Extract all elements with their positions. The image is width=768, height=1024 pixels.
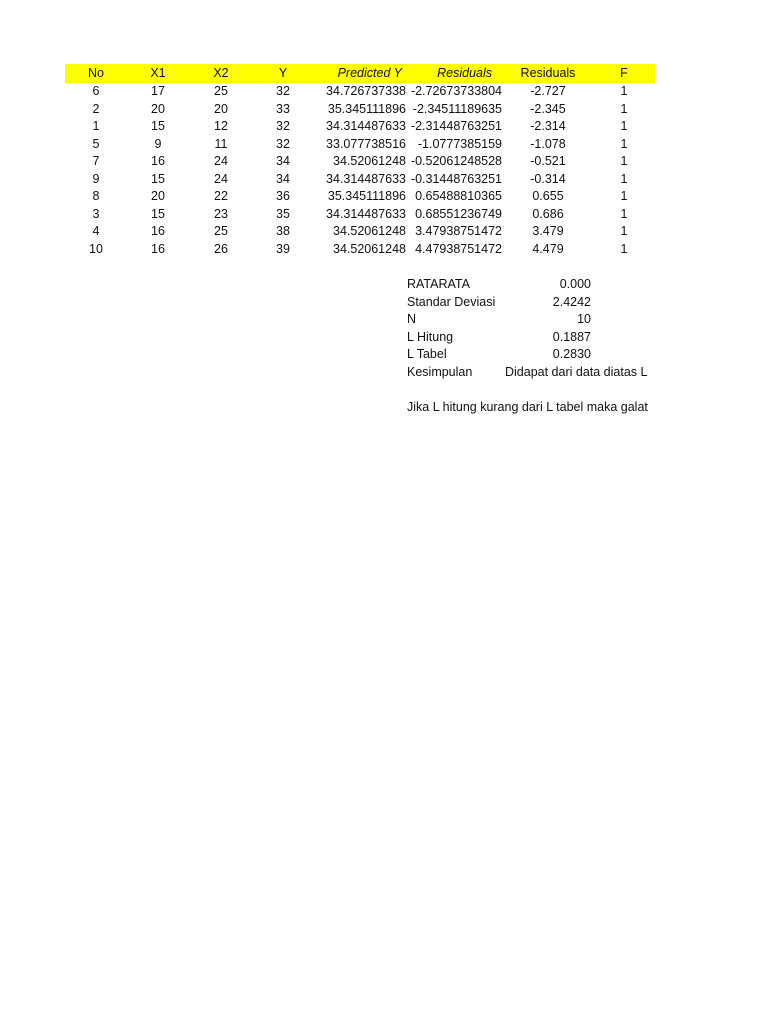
- cell-no[interactable]: 8: [92, 189, 100, 203]
- header-f[interactable]: F: [620, 66, 628, 80]
- cell-residual-rounded[interactable]: 0.655: [532, 189, 564, 203]
- cell-x2[interactable]: 25: [214, 84, 228, 98]
- stat-row-n: [407, 311, 667, 329]
- stat-value[interactable]: 2.4242: [552, 294, 591, 309]
- cell-f[interactable]: 1: [620, 206, 628, 221]
- table-row: [0, 83, 768, 101]
- cell-x2[interactable]: 24: [214, 154, 228, 168]
- cell-predicted-y[interactable]: 34.314487633: [326, 119, 406, 133]
- cell-x2[interactable]: 12: [214, 119, 228, 133]
- table-header-row: [65, 64, 655, 83]
- cell-no[interactable]: 5: [92, 136, 100, 151]
- cell-predicted-y[interactable]: 34.314487633: [326, 206, 406, 221]
- cell-f[interactable]: 1: [620, 171, 628, 186]
- table-row: [0, 223, 768, 241]
- cell-residual[interactable]: -0.31448763251: [410, 171, 502, 186]
- cell-f[interactable]: 1: [620, 241, 628, 256]
- stat-label[interactable]: Standar Deviasi: [407, 294, 496, 309]
- stat-row-l-hitung: [407, 329, 667, 347]
- cell-x2[interactable]: 11: [214, 136, 228, 151]
- cell-x2[interactable]: 20: [214, 101, 228, 116]
- cell-residual[interactable]: 0.68551236749: [415, 206, 502, 221]
- table-row: [0, 153, 768, 171]
- cell-x2[interactable]: 22: [214, 189, 228, 203]
- cell-x2[interactable]: 24: [214, 171, 228, 186]
- table-row: [0, 136, 768, 154]
- cell-x1[interactable]: 17: [151, 84, 165, 98]
- cell-no[interactable]: 2: [92, 101, 100, 116]
- cell-f[interactable]: 1: [620, 84, 628, 98]
- header-residuals-italic[interactable]: Residuals: [437, 66, 492, 80]
- header-no[interactable]: No: [88, 66, 104, 80]
- cell-residual-rounded[interactable]: -2.314: [530, 119, 566, 133]
- cell-y[interactable]: 32: [276, 136, 290, 151]
- cell-f[interactable]: 1: [620, 101, 628, 116]
- header-x1[interactable]: X1: [150, 66, 166, 80]
- cell-x1[interactable]: 15: [151, 171, 165, 186]
- stat-value[interactable]: 0.2830: [552, 347, 591, 362]
- stat-row-mean: [407, 276, 667, 294]
- cell-x1[interactable]: 20: [151, 101, 165, 116]
- cell-no[interactable]: 3: [92, 206, 100, 221]
- cell-no[interactable]: 4: [92, 224, 100, 238]
- stat-label[interactable]: L Tabel: [407, 347, 447, 362]
- stat-label[interactable]: RATARATA: [407, 277, 470, 291]
- stat-value[interactable]: 0.1887: [552, 329, 591, 344]
- cell-residual-rounded[interactable]: -2.345: [530, 101, 566, 116]
- stat-value[interactable]: 10: [577, 312, 591, 327]
- cell-no[interactable]: 9: [92, 171, 100, 186]
- cell-residual[interactable]: -1.0777385159: [417, 136, 502, 151]
- cell-x1[interactable]: 9: [154, 136, 162, 151]
- cell-residual[interactable]: 4.47938751472: [415, 241, 502, 256]
- cell-residual[interactable]: -0.52061248528: [410, 154, 502, 168]
- cell-f[interactable]: 1: [620, 136, 628, 151]
- cell-residual-rounded[interactable]: -0.521: [530, 154, 566, 168]
- stat-row-std-dev: [407, 294, 667, 312]
- table-row: [0, 101, 768, 119]
- cell-residual[interactable]: -2.31448763251: [410, 119, 502, 133]
- cell-f[interactable]: 1: [620, 224, 628, 238]
- cell-y[interactable]: 34: [276, 171, 290, 186]
- cell-residual-rounded[interactable]: -0.314: [530, 171, 566, 186]
- cell-predicted-y[interactable]: 35.345111896: [327, 189, 406, 203]
- stat-label[interactable]: Kesimpulan: [407, 364, 473, 379]
- cell-x2[interactable]: 26: [214, 241, 228, 256]
- cell-x1[interactable]: 16: [151, 224, 165, 238]
- cell-residual-rounded[interactable]: 0.686: [532, 206, 564, 221]
- cell-no[interactable]: 6: [92, 84, 100, 98]
- table-row: [0, 241, 768, 259]
- cell-residual-rounded[interactable]: 3.479: [532, 224, 564, 238]
- cell-residual-rounded[interactable]: 4.479: [532, 241, 564, 256]
- cell-x1[interactable]: 16: [151, 154, 165, 168]
- cell-residual[interactable]: -2.72673733804: [410, 84, 502, 98]
- cell-predicted-y[interactable]: 34.314487633: [326, 171, 406, 186]
- cell-residual-rounded[interactable]: -1.078: [530, 136, 566, 151]
- cell-residual[interactable]: -2.34511189635: [412, 101, 502, 116]
- conclusion-note[interactable]: Jika L hitung kurang dari L tabel maka galat: [407, 400, 648, 414]
- cell-predicted-y[interactable]: 35.345111896: [327, 101, 406, 116]
- cell-y[interactable]: 32: [276, 84, 290, 98]
- cell-predicted-y[interactable]: 34.726737338: [326, 84, 406, 98]
- table-row: [0, 171, 768, 189]
- cell-predicted-y[interactable]: 34.52061248: [333, 224, 406, 238]
- cell-f[interactable]: 1: [620, 119, 628, 133]
- cell-y[interactable]: 35: [276, 206, 290, 221]
- stat-label[interactable]: N: [407, 312, 417, 327]
- cell-residual-rounded[interactable]: -2.727: [530, 84, 566, 98]
- cell-y[interactable]: 33: [276, 101, 290, 116]
- cell-x2[interactable]: 25: [214, 224, 228, 238]
- cell-x2[interactable]: 23: [214, 206, 228, 221]
- stat-row-conclusion: [407, 364, 667, 382]
- cell-predicted-y[interactable]: 33.077738516: [326, 136, 406, 151]
- header-residuals[interactable]: Residuals: [520, 66, 576, 80]
- stat-value[interactable]: Didapat dari data diatas L: [505, 364, 648, 379]
- stat-row-l-tabel: [407, 346, 667, 364]
- cell-x1[interactable]: 16: [151, 241, 165, 256]
- cell-y[interactable]: 36: [276, 189, 290, 203]
- table-row: [0, 206, 768, 224]
- table-row: [0, 118, 768, 136]
- cell-y[interactable]: 32: [276, 119, 290, 133]
- cell-residual[interactable]: 3.47938751472: [415, 224, 502, 238]
- cell-y[interactable]: 38: [276, 224, 290, 238]
- cell-y[interactable]: 39: [276, 241, 290, 256]
- normality-test-summary: [407, 276, 667, 382]
- cell-residual[interactable]: 0.65488810365: [415, 189, 502, 203]
- header-x2[interactable]: X2: [213, 66, 229, 80]
- cell-no[interactable]: 10: [89, 241, 103, 256]
- header-y[interactable]: Y: [278, 66, 288, 80]
- cell-predicted-y[interactable]: 34.52061248: [333, 154, 406, 168]
- cell-f[interactable]: 1: [620, 154, 628, 168]
- cell-x1[interactable]: 20: [151, 189, 165, 203]
- stat-value[interactable]: 0.000: [559, 277, 591, 291]
- cell-y[interactable]: 34: [276, 154, 290, 168]
- header-predicted-y[interactable]: Predicted Y: [337, 66, 402, 80]
- table-row: [0, 188, 768, 206]
- stat-label[interactable]: L Hitung: [407, 329, 454, 344]
- cell-x1[interactable]: 15: [151, 206, 165, 221]
- cell-x1[interactable]: 15: [151, 119, 165, 133]
- cell-no[interactable]: 7: [92, 154, 100, 168]
- cell-predicted-y[interactable]: 34.52061248: [333, 241, 406, 256]
- cell-f[interactable]: 1: [620, 189, 628, 203]
- cell-no[interactable]: 1: [92, 119, 100, 133]
